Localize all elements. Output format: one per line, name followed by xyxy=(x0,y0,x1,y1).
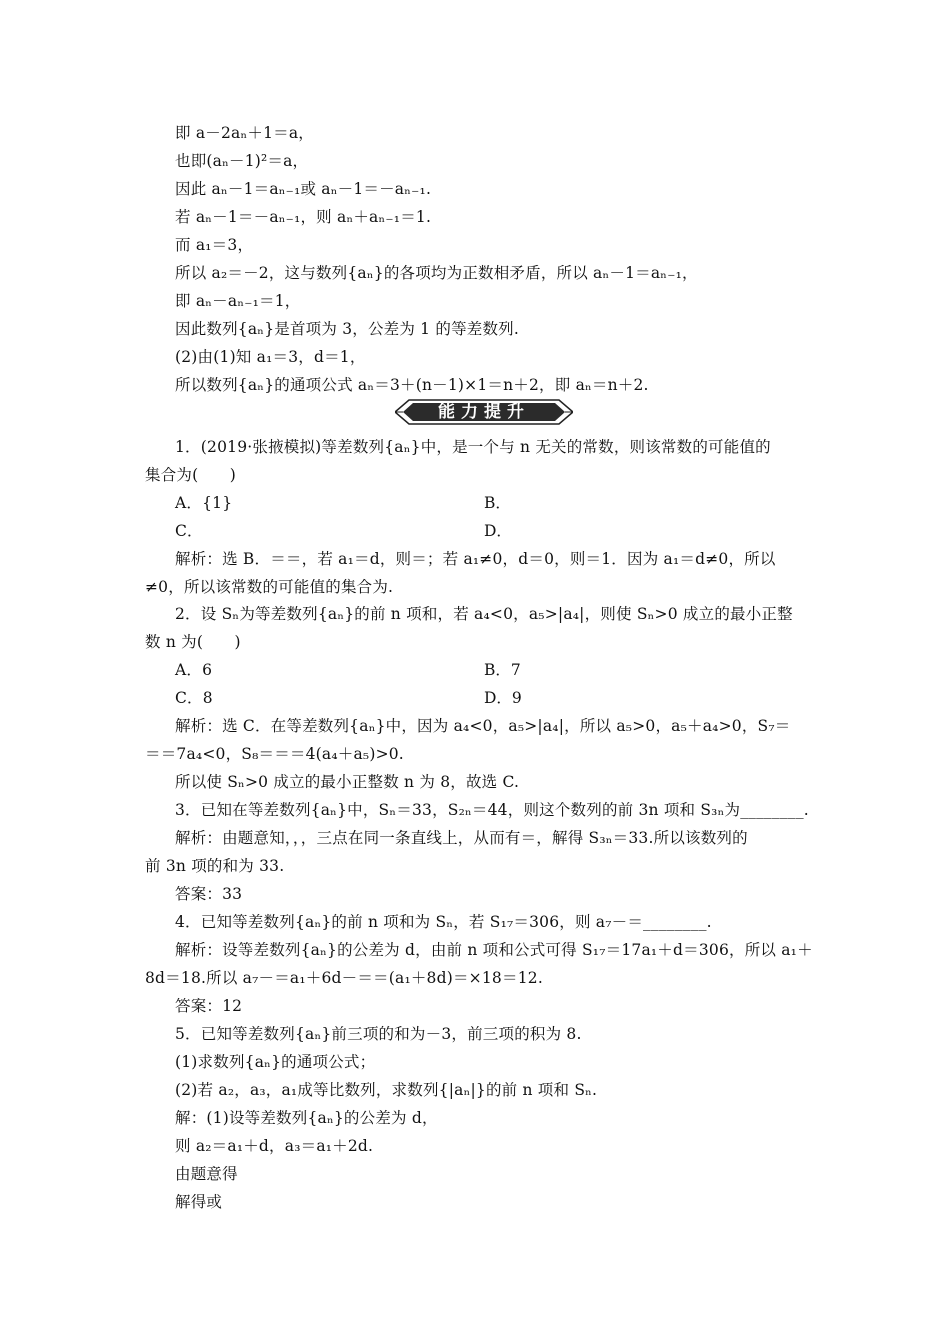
text-line: 即 aₙ－aₙ₋₁＝1， xyxy=(175,292,301,310)
q5-part2: (2)若 a₂，a₃，a₁成等比数列，求数列{|aₙ|}的前 n 项和 Sₙ. xyxy=(175,1081,598,1099)
text-line: 因此数列{aₙ}是首项为 3，公差为 1 的等差数列. xyxy=(175,320,520,338)
q2-solution: 解析：选 C．在等差数列{aₙ}中，因为 a₄<0，a₅>|a₄|，所以 a₅>0，a₅＋a₄>0，S₇＝ xyxy=(175,717,791,735)
q5-part1: (1)求数列{aₙ}的通项公式； xyxy=(175,1053,376,1071)
q4-answer: 答案：12 xyxy=(175,997,243,1015)
q2-option-c: C．8 xyxy=(175,689,213,707)
q1-option-b: B． xyxy=(484,494,511,512)
q1-option-d: D． xyxy=(484,522,512,540)
q5-solution: 由题意得 xyxy=(175,1165,238,1183)
q1-option-a: A．{1} xyxy=(175,494,233,512)
q4-solution: 8d＝18.所以 a₇－＝a₁＋6d－＝＝(a₁＋8d)＝×18＝12. xyxy=(145,969,543,987)
text-line: 若 aₙ－1＝－aₙ₋₁，则 aₙ＋aₙ₋₁＝1. xyxy=(175,208,432,226)
q2-stem: 2．设 Sₙ为等差数列{aₙ}的前 n 项和，若 a₄<0，a₅>|a₄|，则使 Sₙ>0 成立的最小正整 xyxy=(175,605,793,623)
q1-solution: 解析：选 B．＝＝，若 a₁＝d，则＝；若 a₁≠0，d＝0，则＝1．因为 a₁＝d≠0，所以 xyxy=(175,550,776,568)
q2-solution: ＝＝7a₄<0，S₈＝＝＝4(a₄＋a₅)>0. xyxy=(145,745,404,763)
section-title: 能力提升 xyxy=(438,402,530,422)
q3-answer: 答案：33 xyxy=(175,885,243,903)
q2-stem: 数 n 为( ) xyxy=(145,633,241,651)
q2-option-d: D．9 xyxy=(484,689,522,707)
text-line: 所以 a₂＝－2，这与数列{aₙ}的各项均为正数相矛盾，所以 aₙ－1＝aₙ₋₁， xyxy=(175,264,698,282)
section-banner xyxy=(395,398,573,426)
q2-option-b: B．7 xyxy=(484,661,521,679)
text-line: 所以数列{aₙ}的通项公式 aₙ＝3＋(n－1)×1＝n＋2，即 aₙ＝n＋2. xyxy=(175,376,649,394)
q5-solution: 解：(1)设等差数列{aₙ}的公差为 d， xyxy=(175,1109,438,1127)
q4-stem: 4．已知等差数列{aₙ}的前 n 项和为 Sₙ，若 S₁₇＝306，则 a₇－＝________. xyxy=(175,913,712,931)
q1-stem: 集合为( ) xyxy=(145,466,236,484)
q5-solution: 解得或 xyxy=(175,1193,223,1211)
q3-solution: 解析：由题意知，，，三点在同一条直线上，从而有＝，解得 S₃ₙ＝33.所以该数列的 xyxy=(175,829,748,847)
q5-solution: 则 a₂＝a₁＋d，a₃＝a₁＋2d. xyxy=(175,1137,374,1155)
q1-stem: 1．(2019·张掖模拟)等差数列{aₙ}中，是一个与 n 无关的常数，则该常数的可能值的 xyxy=(175,438,771,456)
text-line: (2)由(1)知 a₁＝3，d＝1， xyxy=(175,348,366,366)
q3-stem: 3．已知在等差数列{aₙ}中，Sₙ＝33，S₂ₙ＝44，则这个数列的前 3n 项和 S₃ₙ为________. xyxy=(175,801,809,819)
q1-option-c: C． xyxy=(175,522,203,540)
text-line: 而 a₁＝3， xyxy=(175,236,254,254)
q2-option-a: A．6 xyxy=(175,661,213,679)
q2-solution: 所以使 Sₙ>0 成立的最小正整数 n 为 8，故选 C. xyxy=(175,773,520,791)
text-line: 因此 aₙ－1＝aₙ₋₁或 aₙ－1＝－aₙ₋₁. xyxy=(175,180,432,198)
q5-stem: 5．已知等差数列{aₙ}前三项的和为－3，前三项的积为 8. xyxy=(175,1025,582,1043)
text-line: 也即(aₙ－1)²＝a， xyxy=(175,152,309,170)
q4-solution: 解析：设等差数列{aₙ}的公差为 d，由前 n 项和公式可得 S₁₇＝17a₁＋d＝306，所以 a₁＋ xyxy=(175,941,813,959)
text-line: 即 a－2aₙ＋1＝a， xyxy=(175,124,314,142)
q3-solution: 前 3n 项的和为 33. xyxy=(145,857,285,875)
q1-solution: ≠0，所以该常数的可能值的集合为. xyxy=(145,578,394,596)
